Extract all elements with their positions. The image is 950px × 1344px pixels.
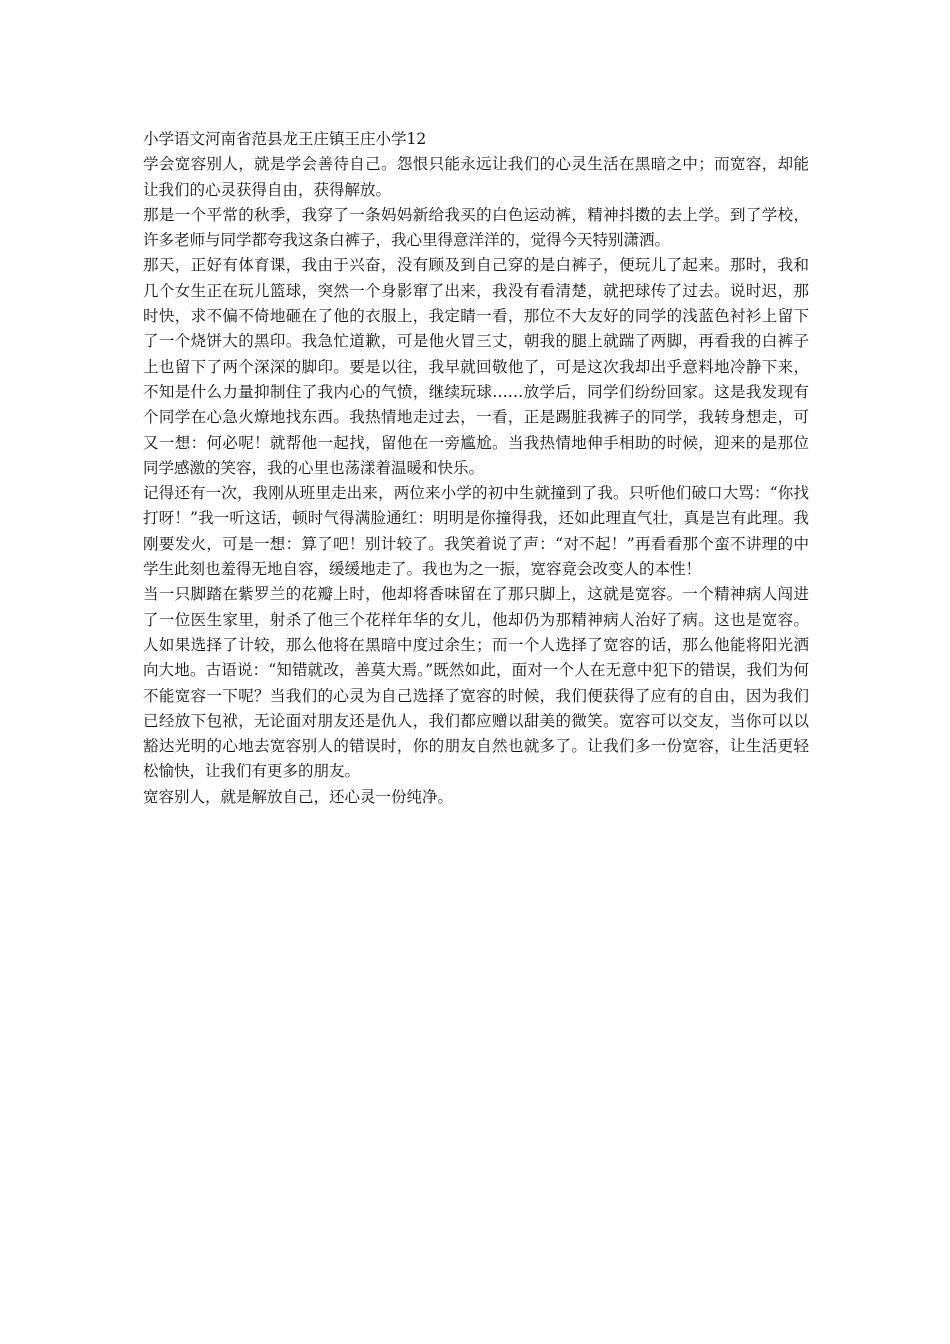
document-title: 小学语文河南省范县龙王庄镇王庄小学12	[143, 130, 427, 148]
document-body	[143, 127, 809, 810]
paragraph-pe-class: 那天，正好有体育课，我由于兴奋，没有顾及到自己穿的是白裤子，便玩儿了起来。那时，我和几个女生正在玩儿篮球，突然一个身影窜了出来，我没有看清楚，就把球传了过去。说时迟，那时快，求不偏不倚地砸在了他的衣服上，我定睛一看，那位不大友好的同学的浅蓝色衬衫上留下了一个烧饼大的黑印。我急忙道歉，可是他火冒三丈，朝我的腿上就踹了两脚，再看我的白裤子上也留下了两个深深的脚印。要是以往，我早就回敬他了，可是这次我却出乎意料地冷静下来，不知是什么力量抑制住了我内心的气愤，继续玩球……放学后，同学们纷纷回家。这是我发现有个同学在心急火燎地找东西。我热情地走过去，一看，正是踢脏我裤子的同学，我转身想走，可又一想：何必呢！就帮他一起找，留他在一旁尴尬。当我热情地伸手相助的时候，迎来的是那位同学感激的笑容，我的心里也荡漾着温暖和快乐。	[143, 256, 809, 477]
paragraph-violet: 当一只脚踏在紫罗兰的花瓣上时，他却将香味留在了那只脚上，这就是宽容。一个精神病人闯进了一位医生家里，射杀了他三个花样年华的女儿，他却仍为那精神病人治好了病。这也是宽容。人如果选择了计较，那么他将在黑暗中度过余生；而一个人选择了宽容的话，那么他能将阳光洒向大地。古语说：“知错就改，善莫大焉。”既然如此，面对一个人在无意中犯下的错误，我们为何不能宽容一下呢？当我们的心灵为自己选择了宽容的时候，我们便获得了应有的自由，因为我们已经放下包袱，无论面对朋友还是仇人，我们都应赠以甜美的微笑。宽容可以交友，当你可以以豁达光明的心地去宽容别人的错误时，你的朋友自然也就多了。让我们多一份宽容，让生活更轻松愉快，让我们有更多的朋友。	[143, 585, 809, 781]
paragraph-intro: 学会宽容别人，就是学会善待自己。怨恨只能永远让我们的心灵生活在黑暗之中；而宽容，却能让我们的心灵获得自由，获得解放。	[143, 155, 809, 199]
paragraph-conclusion: 宽容别人，就是解放自己，还心灵一份纯净。	[143, 787, 454, 806]
paragraph-autumn: 那是一个平常的秋季，我穿了一条妈妈新给我买的白色运动裤，精神抖擞的去上学。到了学校，许多老师与同学都夸我这条白裤子，我心里得意洋洋的，觉得今天特别潇洒。	[143, 205, 809, 250]
paragraph-middle-schoolers: 记得还有一次，我刚从班里走出来，两位来小学的初中生就撞到了我。只听他们破口大骂：“你找打呀！”我一听这话，顿时气得满脸通红：明明是你撞得我，还如此理直气壮，真是岂有此理。我刚要发火，可是一想：算了吧！别计较了。我笑着说了声：“对不起！”再看看那个蛮不讲理的中学生此刻也羞得无地自容，缓缓地走了。我也为之一振，宽容竟会改变人的本性！	[143, 484, 809, 579]
